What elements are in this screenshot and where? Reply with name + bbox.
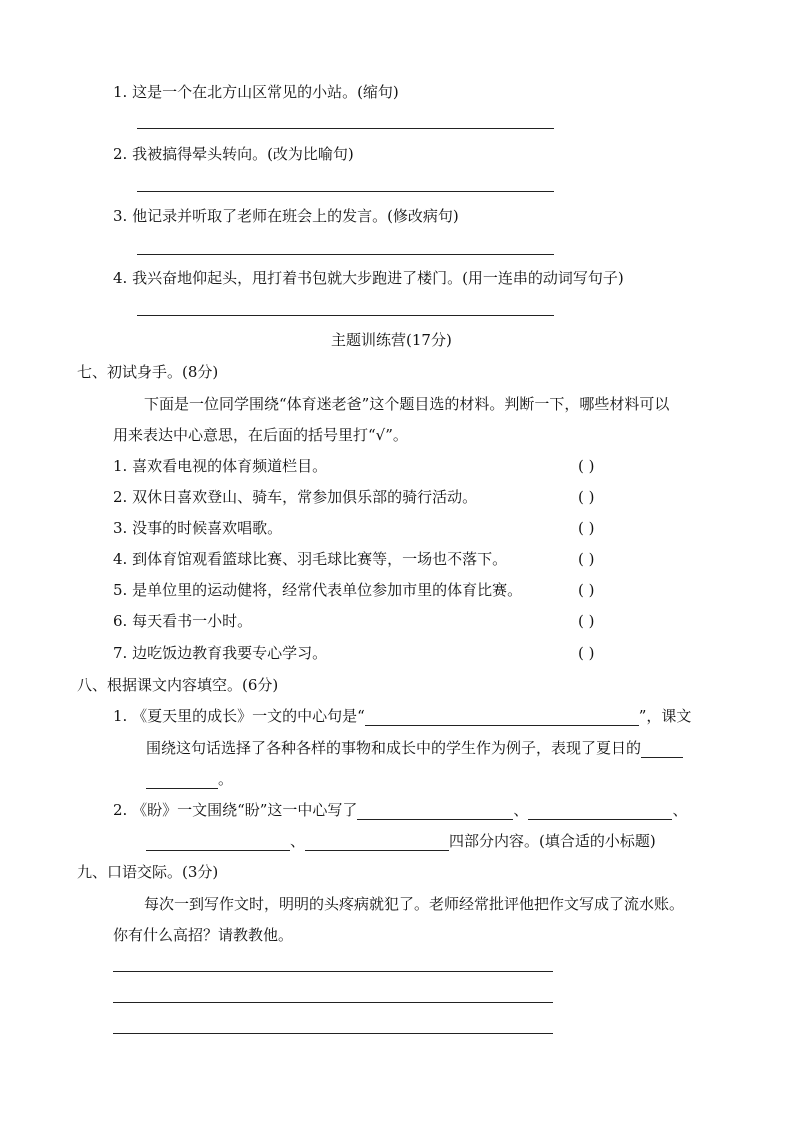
question-8-item-2-text-end: 四部分内容。(填合适的小标题)	[449, 832, 656, 850]
answer-line[interactable]	[137, 315, 554, 316]
question-7-intro-line-1: 下面是一位同学围绕“体育迷老爸”这个题目选的材料。判断一下，哪些材料可以	[144, 395, 670, 413]
question-8-item-1-text-3: 。	[218, 770, 234, 788]
question-8-item-1-text-end: ”，课文	[638, 707, 692, 725]
fill-blank[interactable]	[365, 709, 639, 726]
answer-bracket[interactable]: ( )	[578, 519, 595, 537]
question-8-heading: 八、根据课文内容填空。(6分)	[77, 676, 279, 694]
question-8-item-1-line-2	[146, 738, 683, 758]
answer-bracket[interactable]: ( )	[578, 581, 595, 599]
question-7-intro-line-2: 用来表达中心意思，在后面的括号里打“√”。	[113, 426, 408, 444]
question-8-item-1-text-2: 围绕这句话选择了各种各样的事物和成长中的学生作为例子，表现了夏日的	[146, 739, 642, 757]
answer-bracket[interactable]: ( )	[578, 612, 595, 630]
fill-blank[interactable]	[305, 834, 449, 851]
list-item: 1. 喜欢看电视的体育频道栏目。	[113, 457, 328, 475]
fill-blank[interactable]	[528, 803, 672, 820]
question-8-item-1-text: 1. 《夏天里的成长》一文的中心句是“	[113, 707, 365, 725]
question-9-text-line-1: 每次一到写作文时，明明的头疼病就犯了。老师经常批评他把作文写成了流水账。	[144, 895, 685, 913]
question-9-heading: 九、口语交际。(3分)	[77, 863, 219, 881]
question-8-item-2-line-1	[113, 800, 687, 820]
question-9-text-line-2: 你有什么高招？请教教他。	[113, 926, 294, 944]
question-8-item-1-line-3	[146, 769, 233, 789]
exercise-item-3: 3. 他记录并听取了老师在班会上的发言。(修改病句)	[113, 207, 459, 225]
list-item: 6. 每天看书一小时。	[113, 612, 253, 630]
fill-blank[interactable]	[146, 772, 218, 789]
answer-line[interactable]	[137, 191, 554, 192]
list-item: 2. 双休日喜欢登山、骑车，常参加俱乐部的骑行活动。	[113, 488, 478, 506]
exercise-item-2: 2. 我被搞得晕头转向。(改为比喻句)	[113, 145, 354, 163]
list-item: 7. 边吃饭边教育我要专心学习。	[113, 644, 328, 662]
question-8-item-1-line-1	[113, 706, 691, 726]
answer-line[interactable]	[113, 971, 553, 972]
answer-bracket[interactable]: ( )	[578, 457, 595, 475]
question-8-item-2-text: 2. 《盼》一文围绕“盼”这一中心写了	[113, 801, 358, 819]
fill-blank[interactable]	[146, 834, 290, 851]
exercise-item-1: 1. 这是一个在北方山区常见的小站。(缩句)	[113, 83, 399, 101]
separator: 、	[672, 801, 688, 819]
list-item: 4. 到体育馆观看篮球比赛、羽毛球比赛等，一场也不落下。	[113, 550, 508, 568]
question-7-heading: 七、初试身手。(8分)	[77, 363, 219, 381]
answer-line[interactable]	[113, 1033, 553, 1034]
answer-bracket[interactable]: ( )	[578, 644, 595, 662]
separator: 、	[290, 832, 306, 850]
exercise-item-4: 4. 我兴奋地仰起头，甩打着书包就大步跑进了楼门。(用一连串的动词写句子)	[113, 269, 624, 287]
answer-line[interactable]	[113, 1002, 553, 1003]
answer-bracket[interactable]: ( )	[578, 488, 595, 506]
question-8-item-2-line-2	[146, 831, 656, 851]
list-item: 3. 没事的时候喜欢唱歌。	[113, 519, 283, 537]
fill-blank[interactable]	[357, 803, 513, 820]
answer-line[interactable]	[137, 128, 554, 129]
list-item: 5. 是单位里的运动健将，经常代表单位参加市里的体育比赛。	[113, 581, 523, 599]
section-title: 主题训练营(17分)	[331, 331, 452, 349]
separator: 、	[513, 801, 529, 819]
answer-bracket[interactable]: ( )	[578, 550, 595, 568]
fill-blank[interactable]	[641, 741, 683, 758]
answer-line[interactable]	[137, 254, 554, 255]
